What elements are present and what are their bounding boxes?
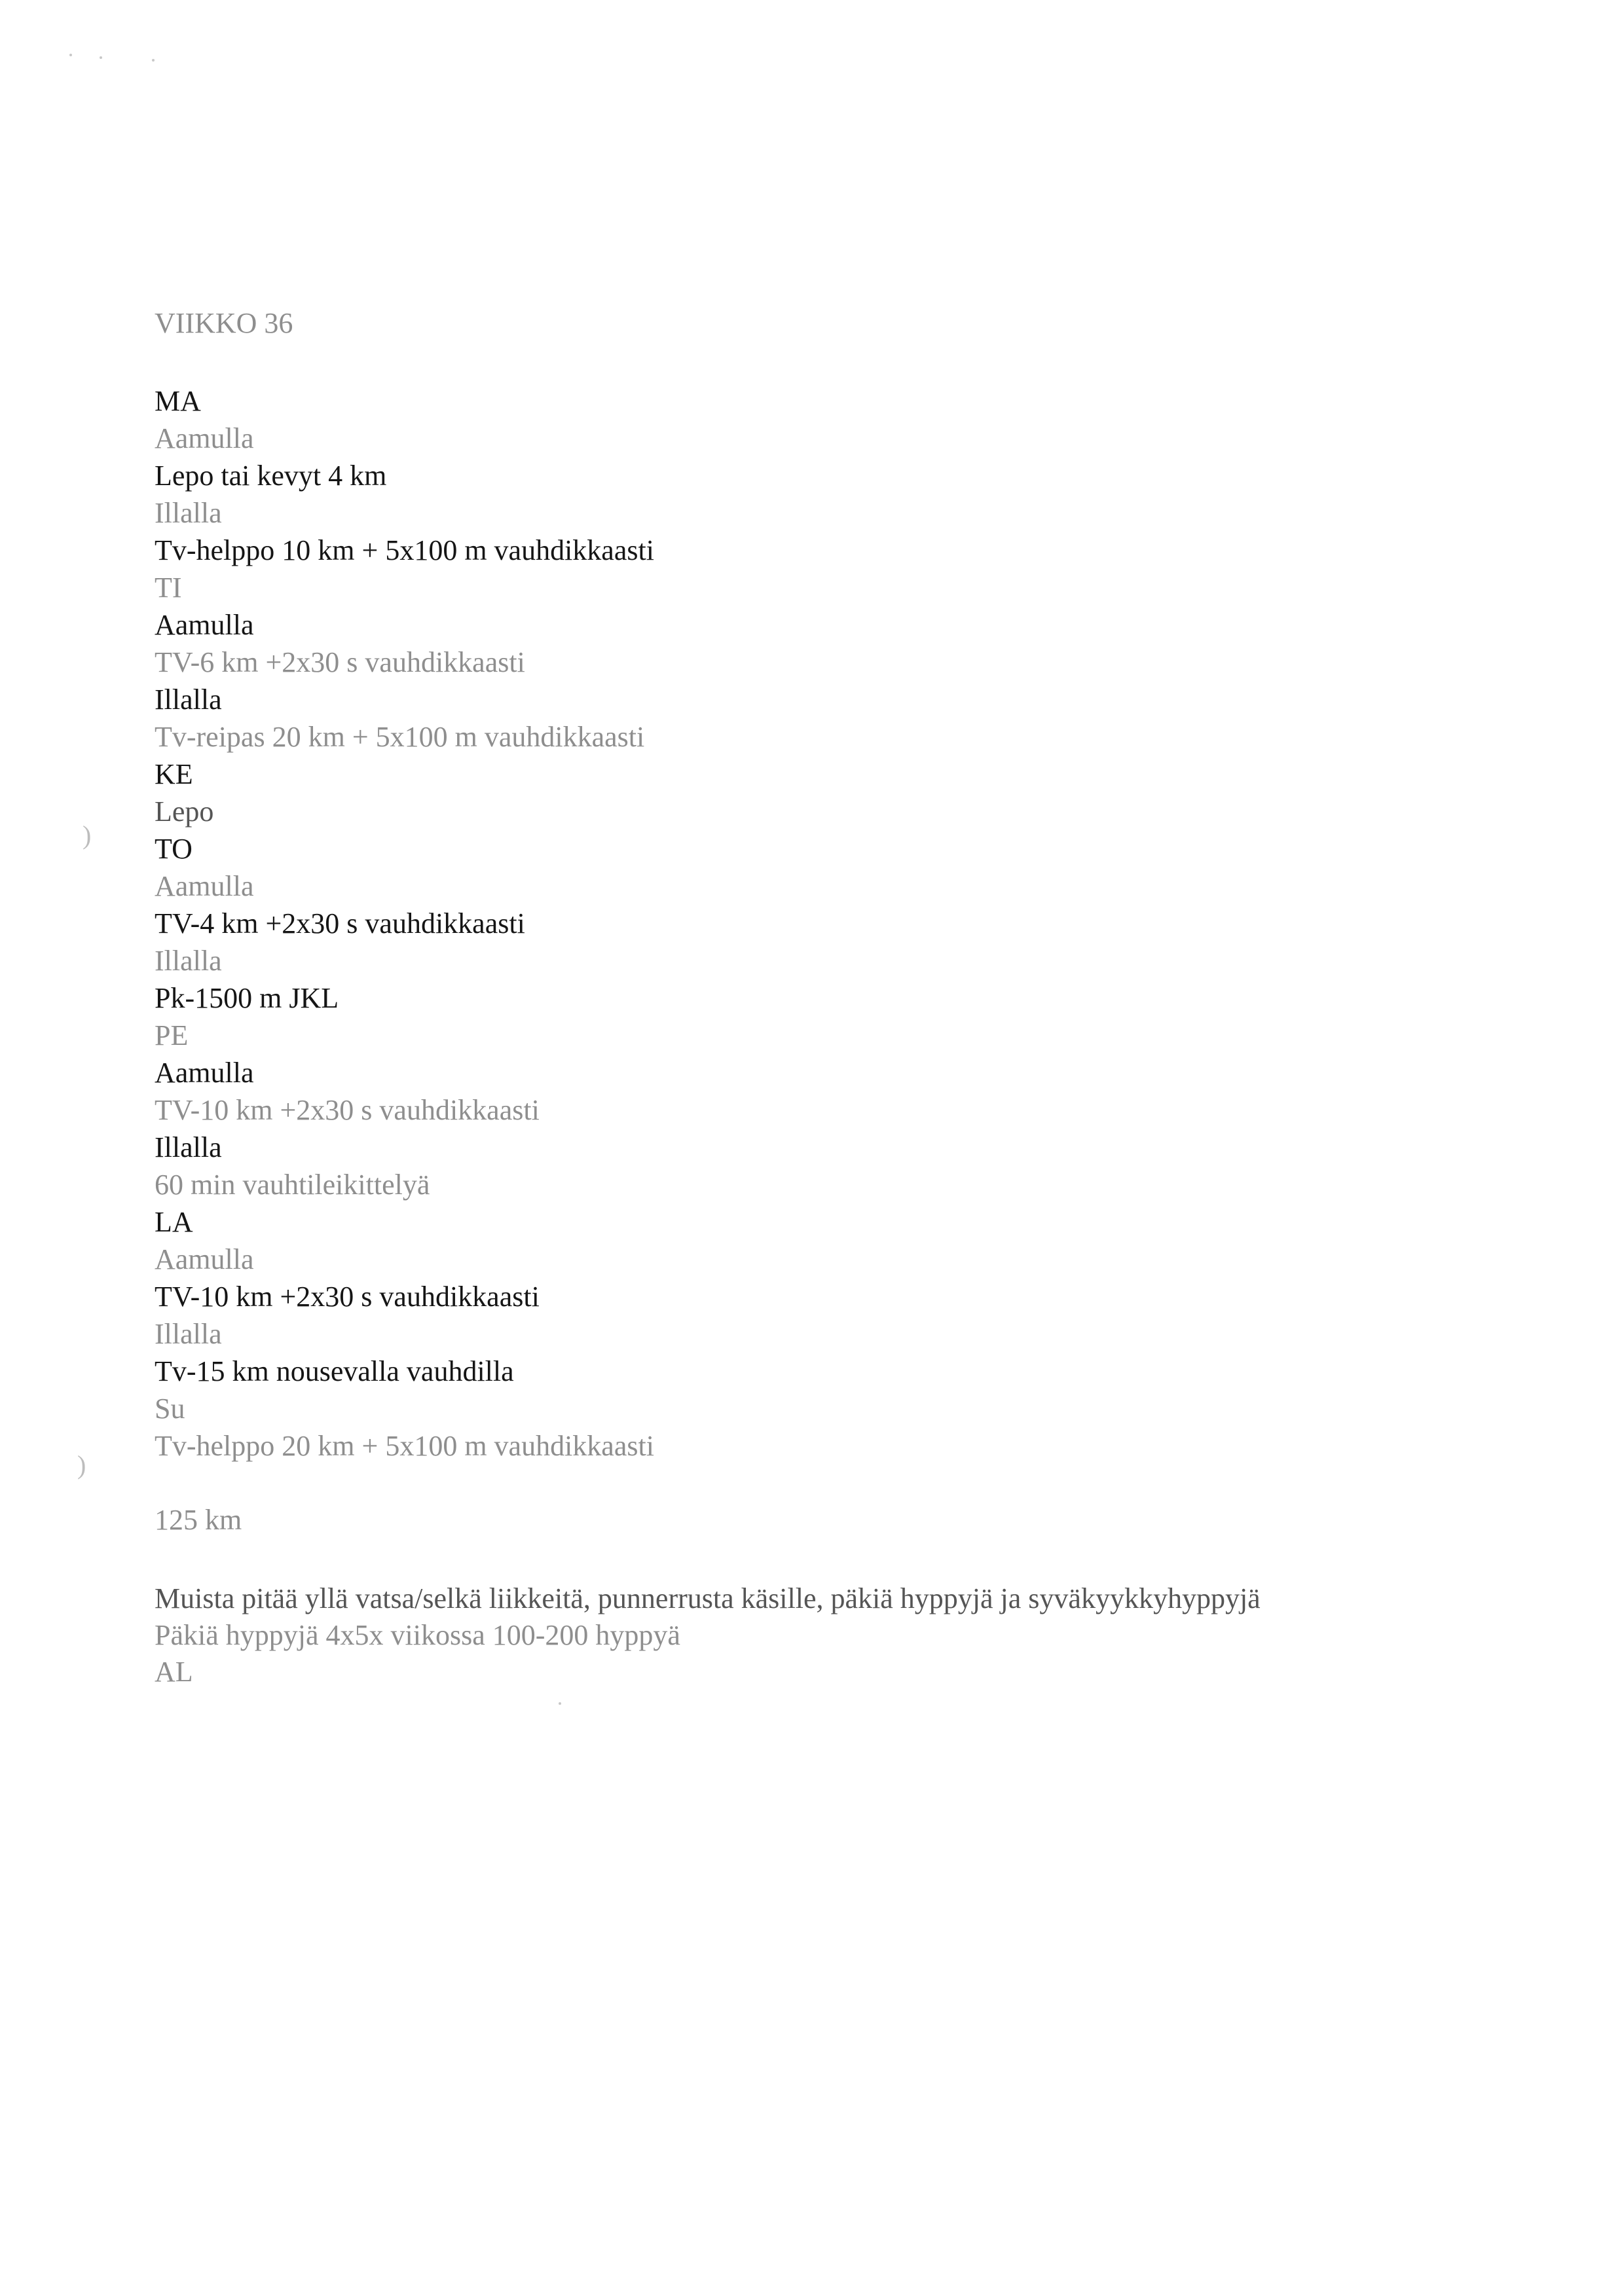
workout-entry: TV-10 km +2x30 s vauhdikkaasti (155, 1094, 540, 1126)
day-label-ke: KE (155, 758, 193, 790)
workout-entry: TV-4 km +2x30 s vauhdikkaasti (155, 907, 525, 939)
scan-speck (559, 1702, 561, 1705)
scan-speck (100, 56, 102, 59)
signature: AL (155, 1656, 193, 1688)
note-line: Päkiä hyppyjä 4x5x viikossa 100-200 hyppyä (155, 1619, 680, 1651)
punch-hole-mark: ) (77, 1450, 86, 1480)
workout-entry: Tv-reipas 20 km + 5x100 m vauhdikkaasti (155, 721, 645, 753)
time-of-day-morning: Aamulla (155, 1057, 254, 1089)
day-label-la: LA (155, 1206, 193, 1238)
day-label-to: TO (155, 833, 193, 865)
scan-speck (152, 59, 155, 62)
scan-speck (69, 54, 72, 56)
time-of-day-morning: Aamulla (155, 870, 254, 902)
workout-entry: TV-10 km +2x30 s vauhdikkaasti (155, 1281, 540, 1313)
workout-entry: Tv-helppo 10 km + 5x100 m vauhdikkaasti (155, 534, 654, 566)
time-of-day-evening: Illalla (155, 497, 222, 529)
day-label-su: Su (155, 1393, 185, 1425)
day-label-ti: TI (155, 572, 182, 604)
workout-entry: Tv-15 km nousevalla vauhdilla (155, 1355, 514, 1387)
time-of-day-evening: Illalla (155, 683, 222, 716)
time-of-day-morning: Aamulla (155, 422, 254, 454)
time-of-day-morning: Aamulla (155, 1243, 254, 1275)
note-line: Muista pitää yllä vatsa/selkä liikkeitä, punnerrusta käsille, päkiä hyppyjä ja syväkyykkyhyppyjä (155, 1582, 1261, 1614)
day-label-ma: MA (155, 385, 201, 417)
workout-entry: Pk-1500 m JKL (155, 982, 339, 1014)
workout-entry: TV-6 km +2x30 s vauhdikkaasti (155, 646, 525, 678)
workout-entry: 60 min vauhtileikittelyä (155, 1169, 430, 1201)
time-of-day-evening: Illalla (155, 1318, 222, 1350)
time-of-day-evening: Illalla (155, 945, 222, 977)
time-of-day-morning: Aamulla (155, 609, 254, 641)
weekly-total: 125 km (155, 1504, 242, 1536)
week-title: VIIKKO 36 (155, 307, 293, 339)
punch-hole-mark: ) (83, 820, 92, 850)
day-label-pe: PE (155, 1019, 189, 1051)
workout-entry: Tv-helppo 20 km + 5x100 m vauhdikkaasti (155, 1430, 654, 1462)
workout-entry: Lepo tai kevyt 4 km (155, 460, 387, 492)
workout-entry: Lepo (155, 795, 214, 828)
time-of-day-evening: Illalla (155, 1131, 222, 1163)
